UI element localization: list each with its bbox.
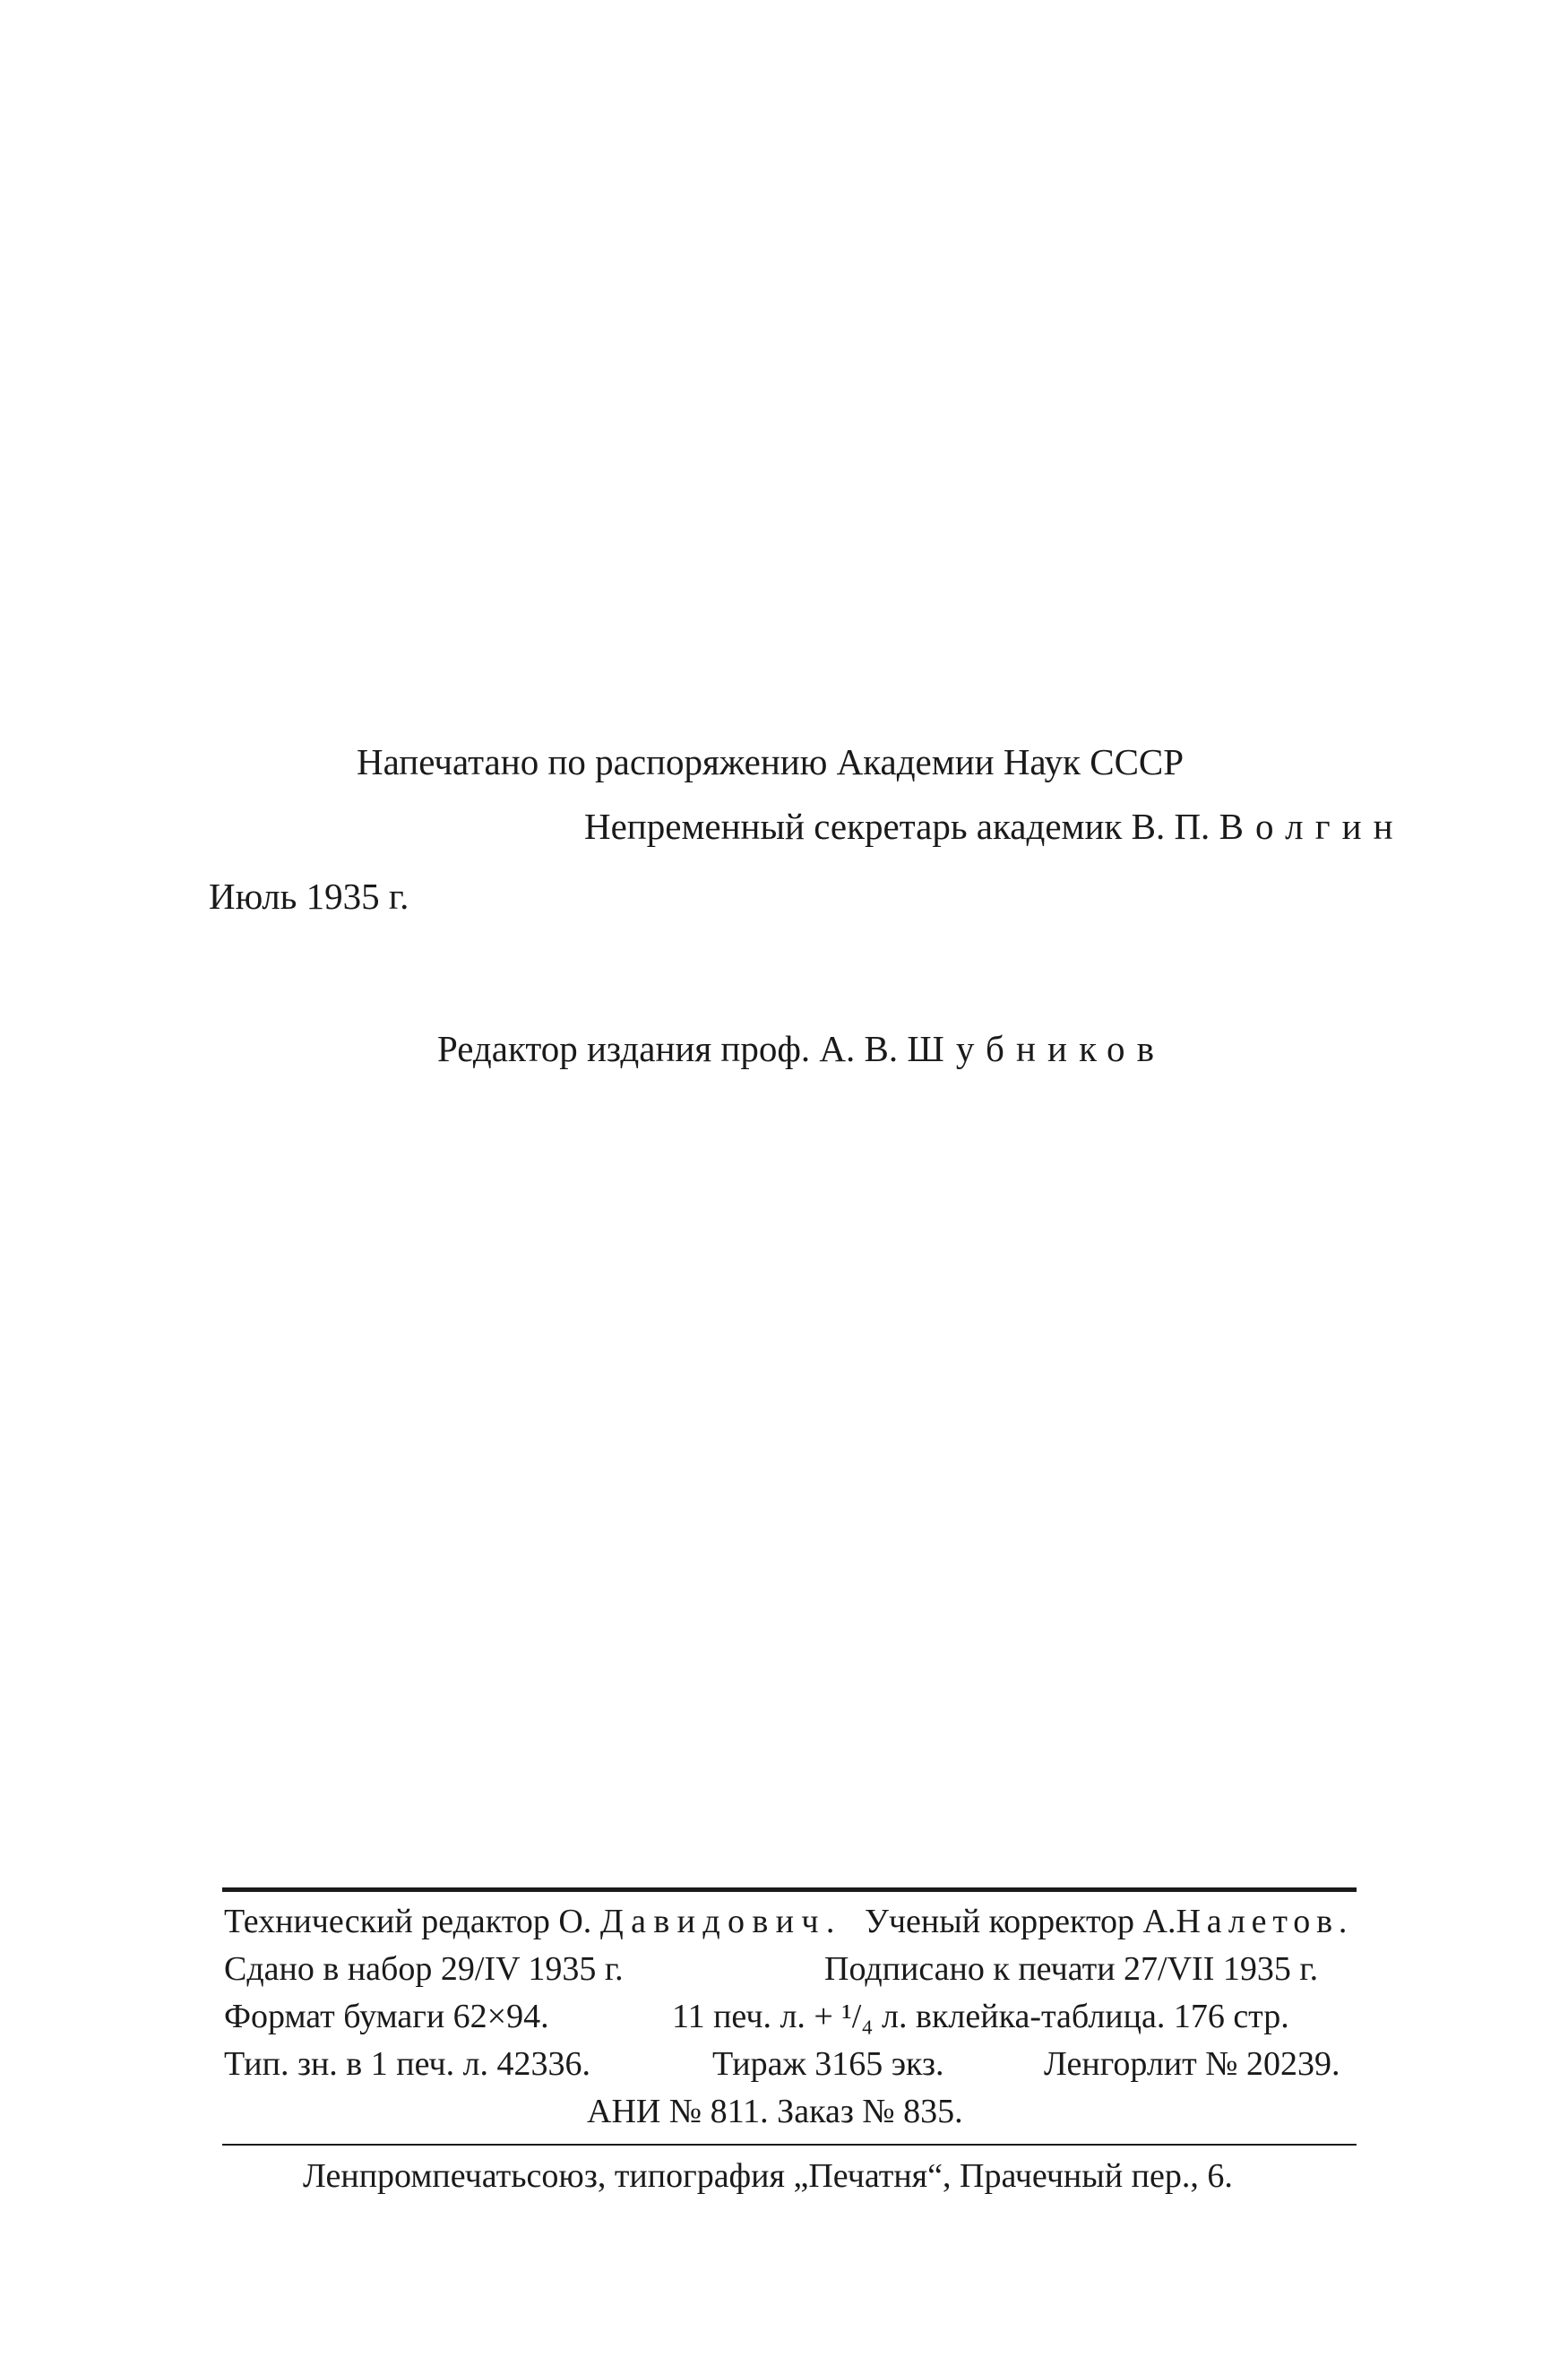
lengorlit-number: Ленгорлит № 20239. — [1044, 2045, 1340, 2083]
printer-line: Ленпромпечатьсоюз, типография „Печатня“, Прачечный пер., 6. — [303, 2157, 1233, 2195]
secretary-name: Волгин — [1219, 806, 1405, 847]
sheets-info: 11 печ. л. + ¹/₄ л. вклейка-таблица. 176 стр. — [672, 1998, 1289, 2035]
printed-by-order: Напечатано по распоряжению Академии Наук СССР — [357, 741, 1185, 782]
signed-for-print: Подписано к печати 27/VII 1935 г. — [824, 1950, 1319, 1988]
editor-name: Шубников — [907, 1028, 1167, 1069]
corrector-label: Ученый корректор А. — [865, 1903, 1176, 1940]
corrector-line — [865, 1902, 1353, 1941]
editor-line — [437, 1027, 1166, 1070]
secretary-role: Непременный секретарь академик В. П. — [584, 806, 1210, 847]
tech-editor-label: Технический редактор О. — [224, 1903, 592, 1940]
print-run: Тираж 3165 экз. — [712, 2045, 944, 2083]
corrector-name: Налетов. — [1176, 1903, 1354, 1940]
imprint-bottom-rule — [222, 2144, 1357, 2146]
tech-editor-name: Давидович. — [599, 1903, 842, 1940]
tech-editor-line — [224, 1902, 842, 1941]
paper-format: Формат бумаги 62×94. — [224, 1998, 549, 2035]
secretary-line — [584, 805, 1405, 848]
approval-date: Июль 1935 г. — [209, 876, 409, 917]
chars-per-sheet: Тип. зн. в 1 печ. л. 42336. — [224, 2045, 591, 2083]
sent-to-typeset: Сдано в набор 29/IV 1935 г. — [224, 1950, 624, 1988]
order-line: АНИ № 811. Заказ № 835. — [587, 2093, 963, 2130]
imprint-top-rule — [222, 1887, 1357, 1892]
editor-role: Редактор издания проф. А. В. — [437, 1028, 899, 1069]
